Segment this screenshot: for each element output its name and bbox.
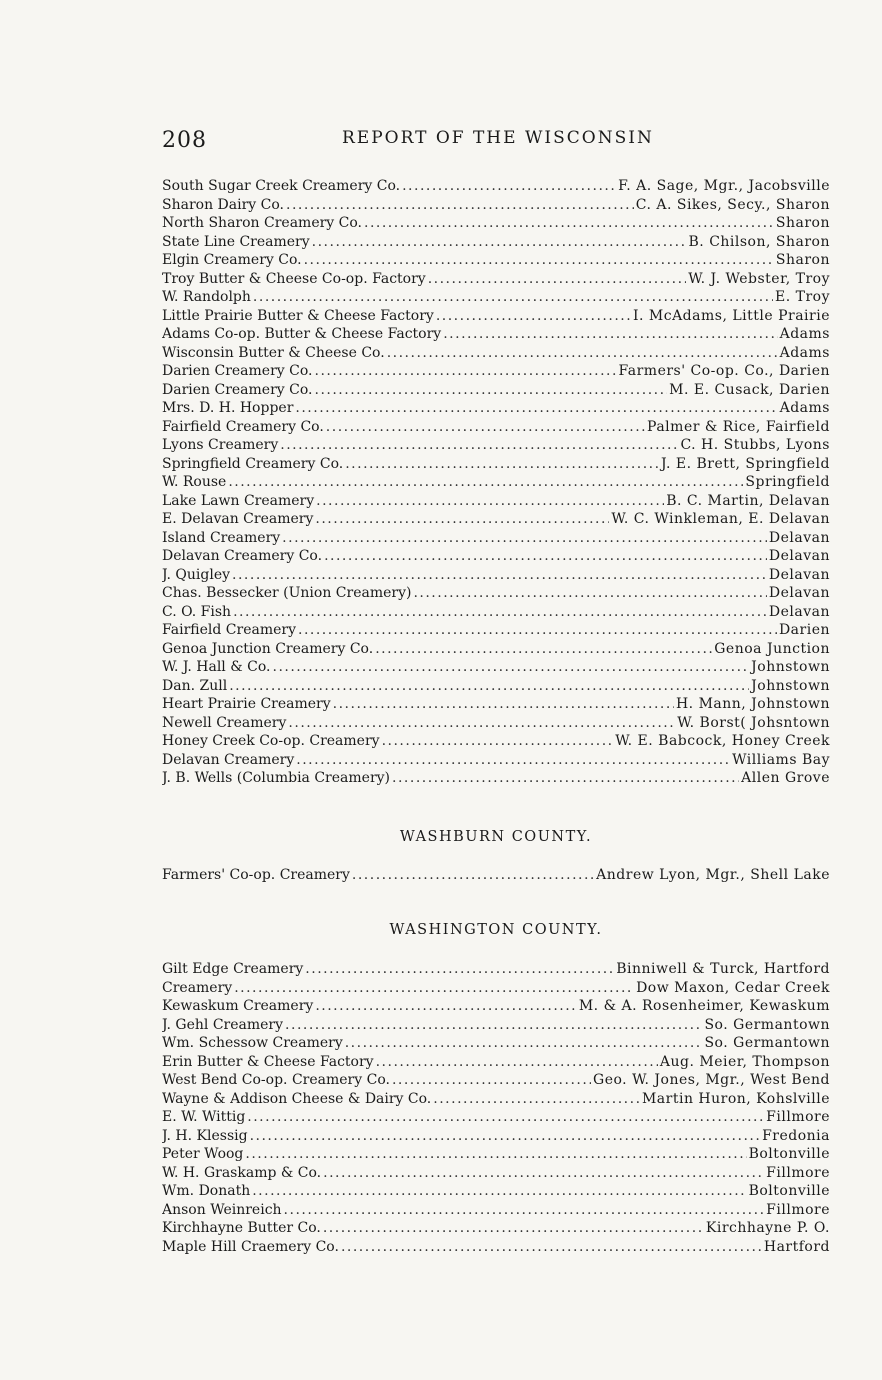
dot-leader <box>245 1145 746 1164</box>
list-item <box>162 325 830 344</box>
entry-location: Martin Huron, Kohslville <box>641 1090 830 1107</box>
list-item <box>162 1053 830 1072</box>
entry-location: Darien <box>778 622 830 638</box>
entry-location: Dow Maxon, Cedar Creek <box>636 979 830 996</box>
dot-leader <box>315 997 577 1016</box>
dot-leader <box>232 566 767 585</box>
dot-leader <box>345 1034 703 1053</box>
entry-name: Springfield Creamery Co. <box>162 455 344 472</box>
dot-leader <box>382 732 614 751</box>
entry-location: Aug. Meier, Thompson <box>659 1053 830 1070</box>
dot-leader <box>333 695 674 714</box>
list-item <box>162 866 830 885</box>
entry-name: Troy Butter & Cheese Co-op. Factory <box>162 270 426 287</box>
list-item <box>162 436 830 455</box>
list-item <box>162 473 830 492</box>
list-item <box>162 529 830 548</box>
entry-name: Farmers' Co-op. Creamery <box>162 867 350 883</box>
entry-location: Palmer & Rice, Fairfield <box>647 418 830 435</box>
list-item <box>162 1034 830 1053</box>
washburn-county-list <box>162 866 830 885</box>
entry-name: Dan. Zull <box>162 677 228 694</box>
entry-location: J. E. Brett, Springfield <box>660 455 830 472</box>
dot-leader <box>295 399 777 418</box>
list-item <box>162 751 830 770</box>
entry-name: Fairfield Creamery <box>162 622 296 638</box>
entry-name: Sharon Dairy Co. <box>162 196 284 213</box>
entry-name: W. H. Graskamp & Co. <box>162 1164 322 1181</box>
county-heading-washington: WASHINGTON COUNTY. <box>389 922 603 938</box>
dot-leader <box>315 381 668 400</box>
entry-name: Wm. Donath <box>162 1183 251 1199</box>
list-item <box>162 960 830 979</box>
entry-location: W. C. Winkleman, E. Delavan <box>611 511 830 527</box>
entry-name: W. J. Hall & Co. <box>162 659 271 675</box>
entry-location: Binniwell & Turck, Hartford <box>616 961 830 977</box>
list-item <box>162 362 830 381</box>
entry-name: State Line Creamery <box>162 233 310 250</box>
dot-leader <box>316 492 664 511</box>
list-item <box>162 584 830 603</box>
entry-location: Delavan <box>768 603 830 620</box>
entry-name: C. O. Fish <box>162 603 232 620</box>
entry-name: Genoa Junction Creamery Co. <box>162 640 374 657</box>
dot-leader <box>402 177 616 196</box>
entry-location: W. E. Babcock, Honey Creek <box>615 733 830 749</box>
entry-location: Fillmore <box>766 1201 830 1218</box>
list-item <box>162 566 830 585</box>
list-item <box>162 1182 830 1201</box>
entry-name: Little Prairie Butter & Cheese Factory <box>162 307 434 324</box>
list-item <box>162 196 830 215</box>
list-item <box>162 1071 830 1090</box>
dot-leader <box>305 960 614 979</box>
dot-leader <box>296 751 730 770</box>
entry-location: Adams <box>779 344 830 361</box>
entry-location: C. A. Sikes, Secy., Sharon <box>635 196 830 213</box>
entry-location: Boltonville <box>748 1146 830 1162</box>
entry-name: Delavan Creamery Co. <box>162 548 323 564</box>
walworth-county-list <box>162 177 830 788</box>
entry-name: Darien Creamery Co. <box>162 381 313 398</box>
dot-leader <box>234 979 634 998</box>
dot-leader <box>288 714 675 733</box>
entry-location: Andrew Lyon, Mgr., Shell Lake <box>596 867 830 883</box>
entry-name: Island Creamery <box>162 529 281 546</box>
list-item <box>162 1016 830 1035</box>
entry-location: Delavan <box>768 529 830 546</box>
entry-name: Chas. Bessecker (Union Creamery) <box>162 585 412 601</box>
dot-leader <box>323 1219 704 1238</box>
dot-leader <box>324 547 767 566</box>
list-item <box>162 621 830 640</box>
entry-name: Wm. Schessow Creamery <box>162 1035 343 1051</box>
entry-name: Honey Creek Co-op. Creamery <box>162 733 380 749</box>
list-item <box>162 492 830 511</box>
list-item <box>162 270 830 289</box>
dot-leader <box>304 251 774 270</box>
list-item <box>162 640 830 659</box>
entry-name: Wayne & Addison Cheese & Dairy Co. <box>162 1090 432 1107</box>
entry-name: J. Gehl Creamery <box>162 1016 284 1033</box>
entry-location: M. & A. Rosenheimer, Kewaskum <box>578 998 830 1014</box>
entry-location: Sharon <box>775 252 830 268</box>
dot-leader <box>280 436 678 455</box>
dot-leader <box>443 325 777 344</box>
entry-name: Fairfield Creamery Co. <box>162 418 324 435</box>
list-item <box>162 307 830 326</box>
entry-name: Gilt Edge Creamery <box>162 961 304 977</box>
dot-leader <box>323 1164 764 1183</box>
dot-leader <box>376 1053 658 1072</box>
list-item <box>162 1201 830 1220</box>
list-item <box>162 381 830 400</box>
entry-name: Lyons Creamery <box>162 437 279 453</box>
entry-location: C. H. Stubbs, Lyons <box>680 437 830 453</box>
entry-location: I. McAdams, Little Prairie <box>632 307 830 324</box>
dot-leader <box>326 418 645 437</box>
entry-location: Delavan <box>768 548 830 564</box>
list-item <box>162 510 830 529</box>
entry-location: Geo. W. Jones, Mgr., West Bend <box>593 1072 830 1088</box>
dot-leader <box>387 344 778 363</box>
entry-name: Kewaskum Creamery <box>162 998 314 1014</box>
dot-leader <box>229 677 749 696</box>
entry-name: W. Randolph <box>162 289 251 305</box>
list-item <box>162 603 830 622</box>
dot-leader <box>285 1016 702 1035</box>
dot-leader <box>282 529 767 548</box>
dot-leader <box>375 640 712 659</box>
entry-location: B. Chilson, Sharon <box>688 233 830 250</box>
list-item <box>162 695 830 714</box>
dot-leader <box>228 473 743 492</box>
entry-location: Sharon <box>775 215 830 231</box>
list-item <box>162 979 830 998</box>
entry-location: Adams <box>779 400 830 416</box>
running-head: REPORT OF THE WISCONSIN <box>342 128 654 148</box>
list-item <box>162 1238 830 1257</box>
list-item <box>162 344 830 363</box>
entry-name: W. Rouse <box>162 474 227 490</box>
dot-leader <box>233 603 767 622</box>
dot-leader <box>315 362 617 381</box>
entry-name: J. H. Klessig <box>162 1127 248 1144</box>
entry-name: Kirchhayne Butter Co. <box>162 1220 321 1236</box>
dot-leader <box>273 658 750 677</box>
list-item <box>162 251 830 270</box>
entry-location: Genoa Junction <box>714 640 830 657</box>
list-item <box>162 1108 830 1127</box>
entry-location: Fillmore <box>766 1109 830 1125</box>
entry-name: Delavan Creamery <box>162 751 295 768</box>
dot-leader <box>436 307 631 326</box>
list-item <box>162 677 830 696</box>
entry-name: Darien Creamery Co. <box>162 363 313 379</box>
entry-name: Newell Creamery <box>162 714 287 731</box>
entry-name: Erin Butter & Cheese Factory <box>162 1053 374 1070</box>
dot-leader <box>286 196 634 215</box>
list-item <box>162 418 830 437</box>
dot-leader <box>250 1127 760 1146</box>
page-header <box>162 128 830 162</box>
list-item <box>162 1145 830 1164</box>
entry-name: South Sugar Creek Creamery Co. <box>162 178 401 194</box>
list-item <box>162 658 830 677</box>
entry-name: Anson Weinreich <box>162 1201 282 1218</box>
dot-leader <box>428 270 687 289</box>
entry-location: Farmers' Co-op. Co., Darien <box>618 363 830 379</box>
entry-name: Mrs. D. H. Hopper <box>162 400 294 416</box>
list-item <box>162 214 830 233</box>
dot-leader <box>352 866 594 885</box>
entry-name: Maple Hill Craemery Co. <box>162 1238 339 1255</box>
entry-location: Williams Bay <box>732 751 830 768</box>
list-item <box>162 997 830 1016</box>
dot-leader <box>315 510 609 529</box>
entry-location: H. Mann, Johnstown <box>675 696 830 712</box>
entry-name: Wisconsin Butter & Cheese Co. <box>162 344 385 361</box>
entry-location: W. Borst( Johsntown <box>677 714 830 731</box>
dot-leader <box>247 1108 764 1127</box>
dot-leader <box>364 214 774 233</box>
entry-location: M. E. Cusack, Darien <box>669 381 830 398</box>
entry-name: E. W. Wittig <box>162 1109 246 1125</box>
entry-location: Johnstown <box>751 677 830 694</box>
list-item <box>162 288 830 307</box>
entry-location: B. C. Martin, Delavan <box>666 492 830 509</box>
entry-location: So. Germantown <box>704 1016 830 1033</box>
entry-name: E. Delavan Creamery <box>162 511 314 527</box>
dot-leader <box>284 1201 765 1220</box>
entry-name: Adams Co-op. Butter & Cheese Factory <box>162 326 442 342</box>
list-item <box>162 1164 830 1183</box>
entry-location: Fillmore <box>766 1164 830 1181</box>
entry-name: Lake Lawn Creamery <box>162 492 315 509</box>
dot-leader <box>392 769 739 788</box>
list-item <box>162 732 830 751</box>
entry-location: Kirchhayne P. O. <box>705 1220 830 1236</box>
list-item <box>162 399 830 418</box>
dot-leader <box>341 1238 762 1257</box>
list-item <box>162 1127 830 1146</box>
entry-location: Johnstown <box>751 659 830 675</box>
entry-location: W. J. Webster, Troy <box>688 270 830 287</box>
entry-location: Fredonia <box>762 1127 830 1144</box>
dot-leader <box>253 288 773 307</box>
entry-location: Adams <box>779 326 830 342</box>
entry-name: J. Quigley <box>162 566 231 583</box>
dot-leader <box>298 621 777 640</box>
list-item <box>162 714 830 733</box>
list-item <box>162 547 830 566</box>
entry-name: J. B. Wells (Columbia Creamery) <box>162 770 391 786</box>
list-item <box>162 1090 830 1109</box>
dot-leader <box>312 233 687 252</box>
entry-location: Hartford <box>763 1238 830 1255</box>
list-item <box>162 1219 830 1238</box>
entry-name: West Bend Co-op. Creamery Co. <box>162 1072 390 1088</box>
entry-location: So. Germantown <box>704 1035 830 1051</box>
county-heading-washburn: WASHBURN COUNTY. <box>399 829 593 845</box>
dot-leader <box>413 584 766 603</box>
entry-name: Elgin Creamery Co. <box>162 252 302 268</box>
dot-leader <box>345 455 659 474</box>
entry-location: F. A. Sage, Mgr., Jacobsville <box>618 178 830 194</box>
list-item <box>162 455 830 474</box>
entry-location: Allen Grove <box>741 770 830 786</box>
entry-location: Springfield <box>745 474 830 490</box>
entry-name: Peter Woog <box>162 1146 244 1162</box>
list-item <box>162 769 830 788</box>
entry-location: E. Troy <box>775 289 830 305</box>
entry-location: Boltonville <box>748 1183 830 1199</box>
entry-name: North Sharon Creamery Co. <box>162 215 362 231</box>
entry-name: Heart Prairie Creamery <box>162 696 331 712</box>
washington-county-list <box>162 960 830 1256</box>
dot-leader <box>392 1071 591 1090</box>
entry-name: Creamery <box>162 979 233 996</box>
entry-location: Delavan <box>768 585 830 601</box>
list-item <box>162 177 830 196</box>
list-item <box>162 233 830 252</box>
entry-location: Delavan <box>768 566 830 583</box>
dot-leader <box>252 1182 746 1201</box>
dot-leader <box>433 1090 640 1109</box>
page-number: 208 <box>162 128 207 153</box>
